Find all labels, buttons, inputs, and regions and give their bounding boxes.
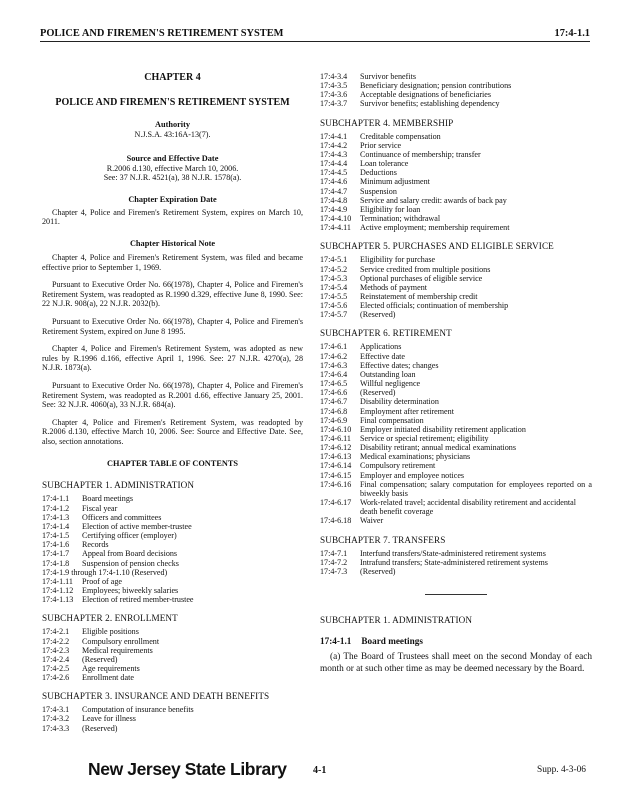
section-paragraph: (a) The Board of Trustees shall meet on the second Monday of each month or at such other time as may be deemed necessary by the Board.: [320, 652, 592, 675]
history-note-6: Chapter 4, Police and Firemen's Retirement System, was readopted by R.2006 d.130, effective March 10, 2006. See: Source and Effective Date. See, also, section annotations.: [42, 417, 303, 446]
toc-subchapter-4: [320, 132, 592, 233]
subchapter-7-heading: SUBCHAPTER 7. TRANSFERS: [320, 534, 446, 545]
toc-entry[interactable]: 17:4-4.5 Deductions: [320, 168, 397, 178]
toc-entry[interactable]: 17:4-7.3 (Reserved): [320, 566, 396, 576]
toc-entry[interactable]: 17:4-6.2 Effective date: [320, 351, 406, 361]
source-line-2: See: 37 N.J.R. 4521(a), 38 N.J.R. 1578(a).: [103, 173, 242, 183]
toc-entry[interactable]: 17:4-5.3 Optional purchases of eligible service: [320, 273, 483, 283]
body-subchapter-heading: SUBCHAPTER 1. ADMINISTRATION: [320, 615, 473, 626]
toc-entry[interactable]: 17:4-3.7 Survivor benefits; establishing dependency: [320, 99, 500, 109]
section-number: 17:4-1.1: [320, 636, 352, 647]
toc-entry[interactable]: 17:4-2.2 Compulsory enrollment: [42, 636, 160, 646]
toc-entry[interactable]: 17:4-3.3 (Reserved): [42, 723, 118, 733]
subchapter-6-heading: SUBCHAPTER 6. RETIREMENT: [320, 328, 452, 339]
toc-entry[interactable]: 17:4-6.15 Employer and employee notices: [320, 470, 465, 480]
toc-entry[interactable]: 17:4-2.6 Enrollment date: [42, 673, 134, 683]
section-heading: [320, 636, 592, 646]
history-note-4: Chapter 4, Police and Firemen's Retirement System, was adopted as new rules by R.1996 d.166, effective April 1, 1996. See: 27 N.J.R. 4270(a), 28 N.J.R. 1873(a).: [42, 344, 303, 373]
toc-subchapter-1: [42, 494, 303, 604]
history-note-3: Pursuant to Executive Order No. 66(1978), Chapter 4, Police and Firemen's Retirement System, expired on June 8 1995.: [42, 316, 303, 336]
toc-entry[interactable]: 17:4-3.4 Survivor benefits: [320, 72, 416, 81]
toc-entry[interactable]: 17:4-3.6 Acceptable designations of beneficiaries: [320, 90, 492, 100]
authority-text: N.J.S.A. 43:16A-13(7).: [134, 130, 211, 139]
toc-entry[interactable]: 17:4-7.1 Interfund transfers/State-administered retirement systems: [320, 548, 546, 558]
toc-entry[interactable]: 17:4-3.1 Computation of insurance benefits: [42, 705, 194, 715]
toc-entry[interactable]: 17:4-6.9 Final compensation: [320, 415, 424, 425]
toc-entry[interactable]: 17:4-6.12 Disability retirant; annual medical examinations: [320, 443, 516, 453]
toc-entry[interactable]: 17:4-7.2 Intrafund transfers; State-administered retirement systems: [320, 557, 548, 567]
toc-entry[interactable]: 17:4-1.1 Board meetings: [42, 494, 134, 504]
toc-entry[interactable]: 17:4-6.4 Outstanding loan: [320, 369, 416, 379]
toc-entry[interactable]: 17:4-2.5 Age requirements: [42, 663, 140, 673]
supplement-date: Supp. 4-3-06: [537, 765, 586, 775]
toc-subchapter-3-part-1: [42, 705, 303, 732]
toc-entry[interactable]: 17:4-6.14 Compulsory retirement: [320, 461, 436, 471]
left-column: [42, 72, 303, 733]
toc-subchapter-7: [320, 549, 592, 576]
source-line-1: R.2006 d.130, effective March 10, 2006.: [106, 163, 239, 173]
history-note-5: Pursuant to Executive Order No. 66(1978), Chapter 4, Police and Firemen's Retirement System, was readopted as R.2001 d.66, effective January 25, 2001. See: 32 N.J.R. 4060(a), 33 N.J.R. 684(a).: [42, 380, 303, 410]
toc-entry[interactable]: 17:4-4.8 Service and salary credit: awards of back pay: [320, 195, 507, 205]
toc-entry[interactable]: 17:4-4.6 Minimum adjustment: [320, 177, 430, 187]
toc-entry[interactable]: 17:4-6.7 Disability determination: [320, 397, 439, 407]
toc-entry[interactable]: 17:4-5.2 Service credited from multiple positions: [320, 264, 491, 274]
toc-entry[interactable]: 17:4-1.13 Election of retired member-trustee: [42, 595, 194, 605]
toc-entry[interactable]: 17:4-1.5 Certifying officer (employer): [42, 531, 177, 541]
toc-subchapter-2: [42, 627, 303, 682]
subchapter-5-heading: SUBCHAPTER 5. PURCHASES AND ELIGIBLE SERVICE: [320, 241, 554, 252]
toc-entry[interactable]: 17:4-3.2 Leave for illness: [42, 714, 136, 724]
expiration-text: Chapter 4, Police and Firemen's Retirement System, expires on March 10, 2011.: [42, 207, 303, 227]
history-note-1: Chapter 4, Police and Firemen's Retirement System, was filed and became effective prior to September 1, 1969.: [42, 252, 303, 272]
toc-entry[interactable]: 17:4-2.1 Eligible positions: [42, 627, 139, 637]
page-footer: [88, 755, 588, 785]
toc-entry[interactable]: 17:4-5.1 Eligibility for purchase: [320, 255, 436, 265]
chapter-number: CHAPTER 4: [144, 72, 201, 83]
toc-entry[interactable]: 17:4-4.1 Creditable compensation: [320, 131, 441, 141]
running-header: [40, 28, 590, 42]
toc-heading: CHAPTER TABLE OF CONTENTS: [106, 459, 238, 469]
toc-entry[interactable]: 17:4-4.9 Eligibility for loan: [320, 204, 421, 214]
page-number: 4-1: [313, 765, 327, 776]
toc-entry[interactable]: 17:4-6.6 (Reserved): [320, 388, 396, 398]
toc-entry[interactable]: 17:4-6.8 Employment after retirement: [320, 406, 454, 416]
section-divider: [425, 594, 487, 595]
authority-heading: Authority: [154, 120, 191, 129]
toc-entry-reserved-range[interactable]: 17:4-1.9 through 17:4-1.10 (Reserved): [42, 567, 168, 577]
toc-entry[interactable]: 17:4-4.7 Suspension: [320, 186, 397, 196]
subchapter-3-heading: SUBCHAPTER 3. INSURANCE AND DEATH BENEFITS: [42, 691, 270, 702]
toc-entry[interactable]: 17:4-4.2 Prior service: [320, 140, 402, 150]
right-column: [320, 72, 592, 685]
toc-entry[interactable]: 17:4-6.18 Waiver: [320, 516, 384, 526]
toc-entry[interactable]: 17:4-6.13 Medical examinations; physicians: [320, 452, 471, 462]
toc-entry[interactable]: 17:4-1.12 Employees; biweekly salaries: [42, 586, 179, 596]
toc-entry[interactable]: 17:4-6.11 Service or special retirement; eligibility: [320, 434, 489, 443]
chapter-title: POLICE AND FIREMEN'S RETIREMENT SYSTEM: [55, 97, 290, 108]
toc-entry[interactable]: 17:4-1.6 Records: [42, 540, 109, 550]
toc-entry[interactable]: 17:4-4.3 Continuance of membership; transfer: [320, 149, 481, 159]
toc-subchapter-6: [320, 342, 592, 525]
subchapter-2-heading: SUBCHAPTER 2. ENROLLMENT: [42, 613, 178, 624]
toc-subchapter-5: [320, 255, 592, 319]
toc-entry[interactable]: 17:4-1.8 Suspension of pension checks: [42, 558, 179, 568]
subchapter-1-heading: SUBCHAPTER 1. ADMINISTRATION: [42, 480, 195, 491]
toc-entry[interactable]: 17:4-5.6 Elected officials; continuation of membership: [320, 301, 509, 311]
toc-entry[interactable]: 17:4-6.17 Work-related travel; accidental disability retirement and accidental death benefit coverage: [320, 498, 576, 517]
toc-entry[interactable]: 17:4-5.4 Methods of payment: [320, 282, 427, 292]
toc-entry[interactable]: 17:4-1.3 Officers and committees: [42, 512, 162, 522]
header-title: POLICE AND FIREMEN'S RETIREMENT SYSTEM: [40, 28, 284, 39]
toc-entry[interactable]: 17:4-2.3 Medical requirements: [42, 645, 153, 655]
toc-entry[interactable]: 17:4-6.3 Effective dates; changes: [320, 360, 439, 370]
toc-entry[interactable]: 17:4-1.4 Election of active member-trustee: [42, 521, 192, 531]
toc-entry[interactable]: 17:4-4.4 Loan tolerance: [320, 159, 409, 169]
expiration-heading: Chapter Expiration Date: [128, 194, 217, 204]
toc-entry[interactable]: 17:4-6.1 Applications: [320, 342, 402, 352]
history-note-2: Pursuant to Executive Order No. 66(1978), Chapter 4, Police and Firemen's Retirement System, was readopted as R.1990 d.329, effective June 8, 1990. See: 22 N.J.R. 908(a), 22 N.J.R. 2032(b).: [42, 280, 303, 309]
toc-entry[interactable]: 17:4-6.10 Employer initiated disability retirement application: [320, 424, 526, 434]
toc-entry[interactable]: 17:4-2.4 (Reserved): [42, 654, 118, 664]
toc-entry[interactable]: 17:4-1.2 Fiscal year: [42, 503, 118, 513]
toc-entry[interactable]: 17:4-6.5 Willful negligence: [320, 379, 421, 389]
toc-entry[interactable]: 17:4-5.5 Reinstatement of membership credit: [320, 291, 478, 301]
section-title: Board meetings: [361, 636, 423, 647]
toc-entry[interactable]: 17:4-1.7 Appeal from Board decisions: [42, 549, 178, 559]
toc-entry[interactable]: 17:4-3.5 Beneficiary designation; pension contributions: [320, 81, 512, 91]
toc-subchapter-3-part-2: [320, 72, 592, 109]
toc-entry[interactable]: 17:4-1.11 Proof of age: [42, 576, 123, 586]
toc-entry[interactable]: 17:4-5.7 (Reserved): [320, 310, 396, 320]
subchapter-4-heading: SUBCHAPTER 4. MEMBERSHIP: [320, 117, 454, 128]
source-heading: Source and Effective Date: [126, 153, 219, 163]
toc-entry[interactable]: 17:4-4.11 Active employment; membership requirement: [320, 223, 510, 233]
library-logo: New Jersey State Library: [88, 759, 287, 779]
history-heading: Chapter Historical Note: [129, 238, 216, 248]
toc-entry[interactable]: 17:4-6.16 Final compensation; salary computation for employees reported on a biweekly basis: [320, 479, 592, 498]
toc-entry[interactable]: 17:4-4.10 Termination; withdrawal: [320, 214, 441, 224]
header-section-number: 17:4-1.1: [554, 28, 590, 39]
history-notes: [42, 253, 303, 447]
